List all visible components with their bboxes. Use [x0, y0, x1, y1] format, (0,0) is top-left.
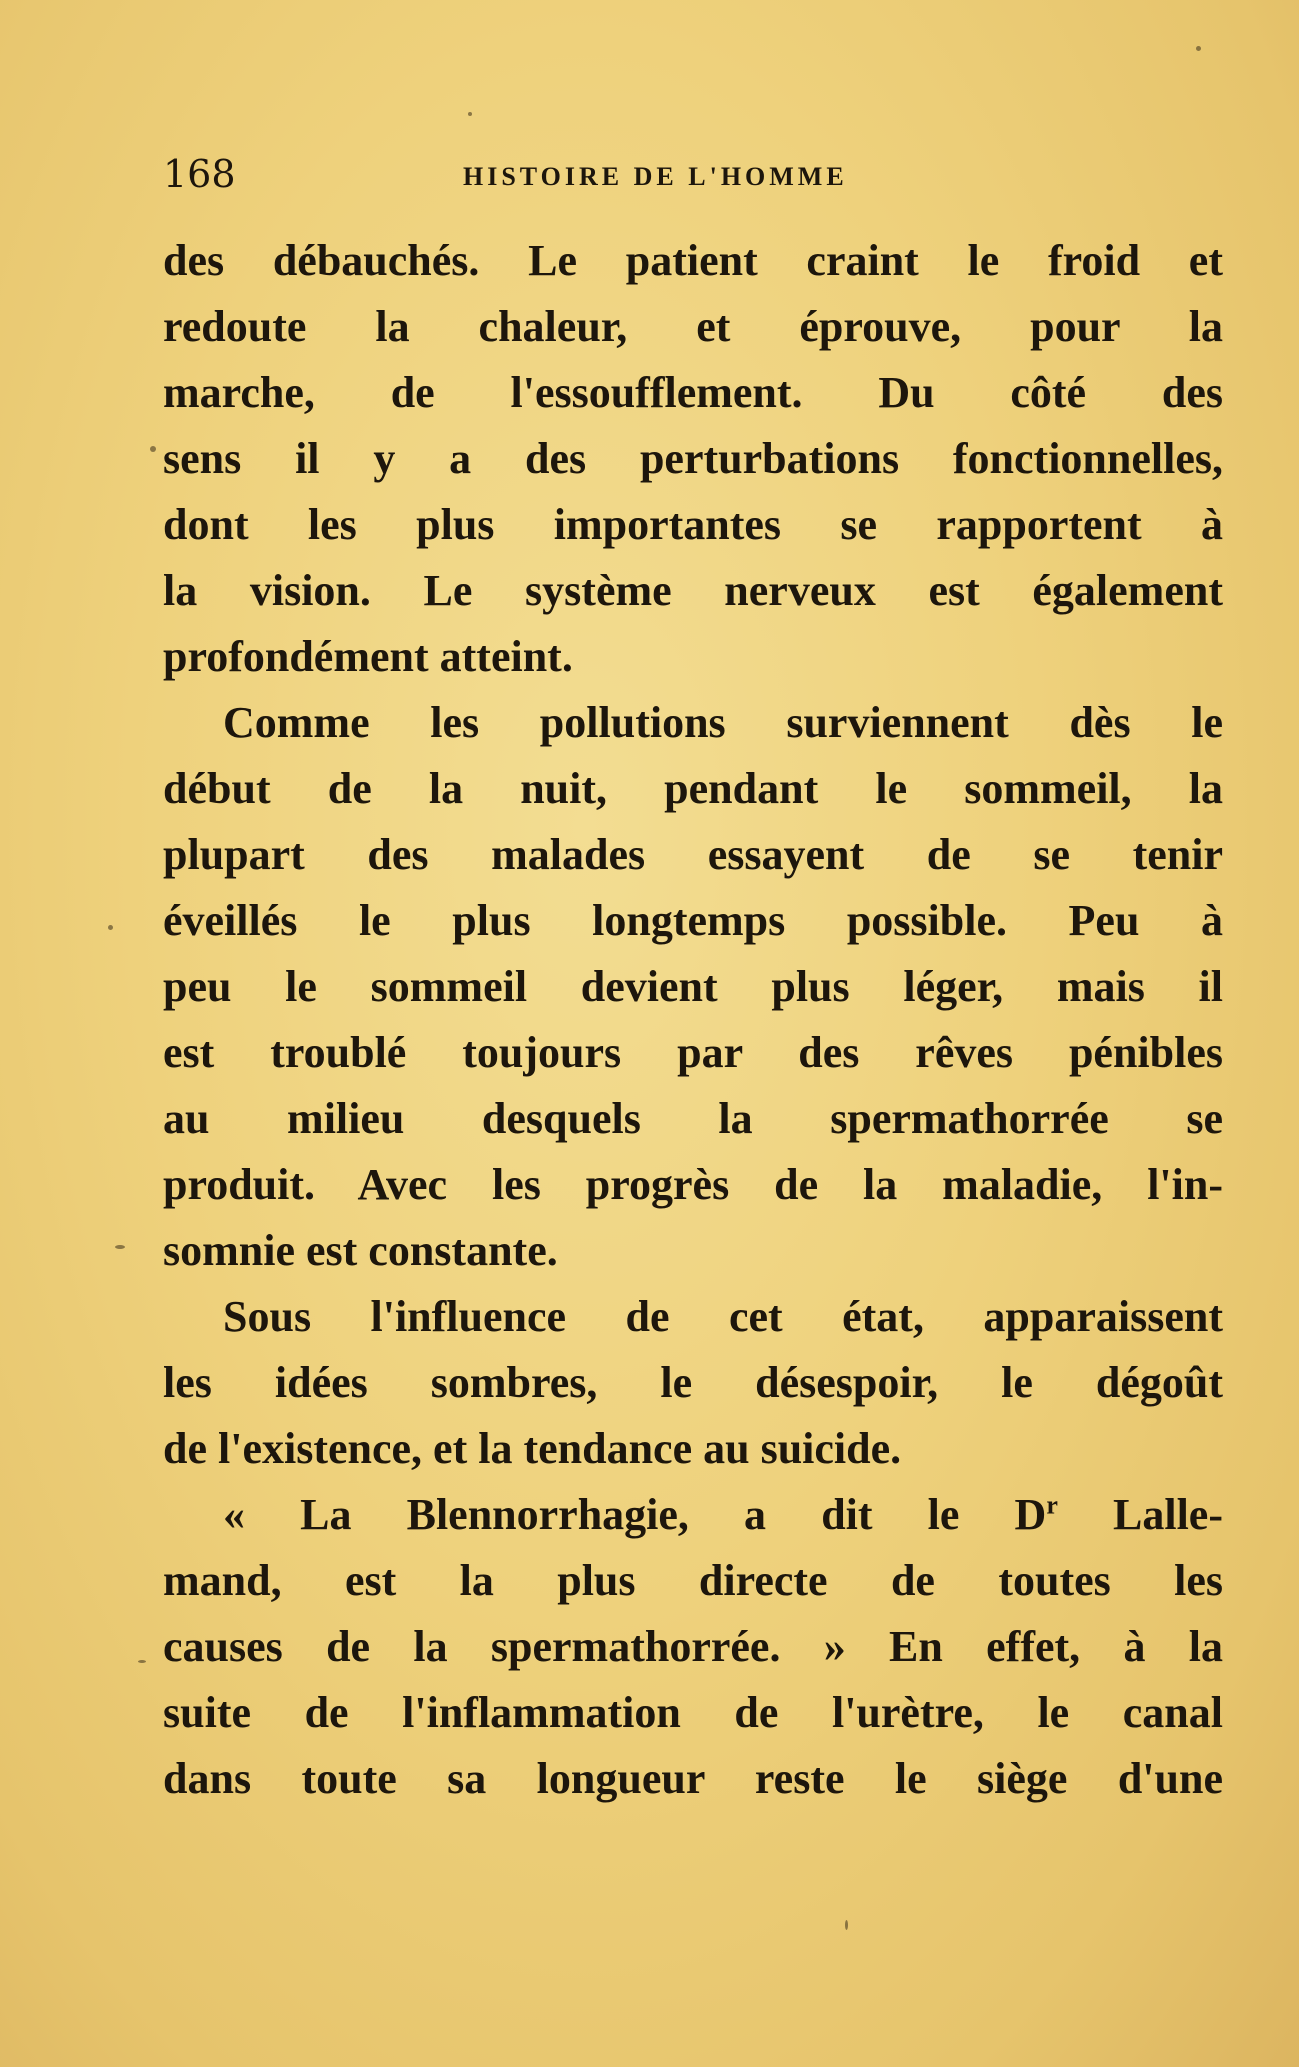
- paper-speck: [468, 112, 472, 116]
- text-line: au milieu desquels la spermathorrée se: [163, 1094, 1223, 1143]
- page-number: 168: [163, 152, 236, 196]
- text-line: produit. Avec les progrès de la maladie, l'in-: [163, 1160, 1223, 1209]
- text-line: redoute la chaleur, et éprouve, pour la: [163, 302, 1223, 351]
- paper-speck: [845, 1920, 848, 1930]
- text-line: [163, 1482, 1223, 1548]
- text-line: des débauchés. Le patient craint le froid et: [163, 236, 1223, 285]
- text-line: marche, de l'essoufflement. Du côté des: [163, 368, 1223, 417]
- paper-speck: [115, 1245, 125, 1249]
- text-line: est troublé toujours par des rêves pénibles: [163, 1028, 1223, 1077]
- text-line: Comme les pollutions surviennent dès le: [223, 698, 1223, 747]
- body-text: [163, 228, 1223, 1812]
- text-line: somnie est constante.: [163, 1226, 558, 1275]
- page-header: [163, 152, 963, 202]
- text-line: éveillés le plus longtemps possible. Peu à: [163, 896, 1223, 945]
- text-line: début de la nuit, pendant le sommeil, la: [163, 764, 1223, 813]
- paper-speck: [150, 446, 156, 452]
- text-fragment: « La Blennorrhagie, a dit le D: [223, 1490, 1047, 1539]
- text-line: suite de l'inflammation de l'urètre, le canal: [163, 1688, 1223, 1737]
- text-line: de l'existence, et la tendance au suicide.: [163, 1424, 902, 1473]
- text-line: mand, est la plus directe de toutes les: [163, 1556, 1223, 1605]
- text-line: profondément atteint.: [163, 632, 573, 681]
- paper-speck: [138, 1660, 146, 1663]
- paper-speck: [108, 925, 113, 930]
- text-line: la vision. Le système nerveux est également: [163, 566, 1223, 615]
- text-line: Sous l'influence de cet état, apparaissent: [223, 1292, 1223, 1341]
- paper-speck: [1196, 46, 1201, 51]
- text-line: causes de la spermathorrée. » En effet, à la: [163, 1622, 1223, 1671]
- text-line: dans toute sa longueur reste le siège d'une: [163, 1754, 1223, 1803]
- text-line: plupart des malades essayent de se tenir: [163, 830, 1223, 879]
- text-fragment: Lalle-: [1057, 1490, 1223, 1539]
- superscript: r: [1046, 1490, 1058, 1520]
- text-line: sens il y a des perturbations fonctionnelles,: [163, 434, 1223, 483]
- running-head: HISTOIRE DE L'HOMME: [463, 162, 848, 191]
- text-line: les idées sombres, le désespoir, le dégoût: [163, 1358, 1223, 1407]
- text-line: dont les plus importantes se rapportent à: [163, 500, 1223, 549]
- text-line: peu le sommeil devient plus léger, mais il: [163, 962, 1223, 1011]
